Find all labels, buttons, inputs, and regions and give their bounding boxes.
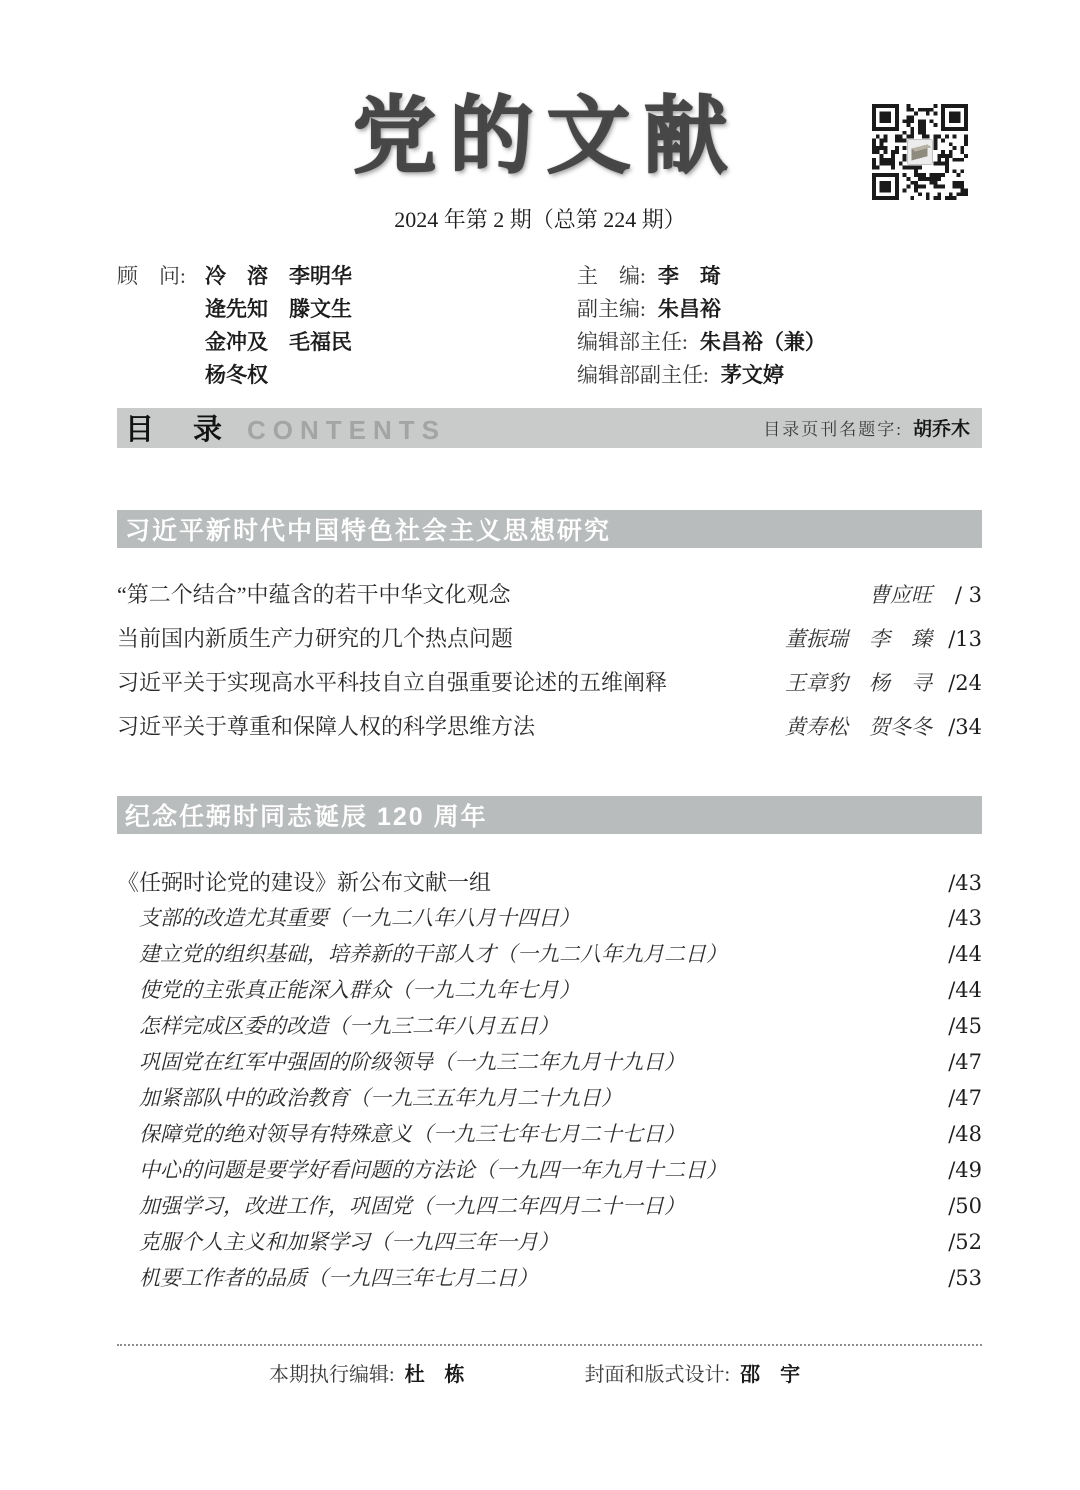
editor-name: 朱昌裕 xyxy=(657,297,721,321)
editor-name: 李 琦 xyxy=(657,264,721,288)
designer-name: 邵 宇 xyxy=(740,1363,801,1386)
article-page-number: /52 xyxy=(948,1229,982,1254)
executive-editor-credit xyxy=(269,1360,465,1390)
article-title: 习近平关于实现高水平科技自立自强重要论述的五维阐释 xyxy=(117,669,668,695)
toc-entry xyxy=(117,938,982,974)
article-title: 中心的问题是要学好看问题的方法论（一九四一年九月十二日） xyxy=(139,1157,727,1182)
contents-bar xyxy=(117,408,982,448)
designer-credit xyxy=(585,1360,801,1390)
editor-row xyxy=(577,359,982,392)
toc-entry xyxy=(117,1082,982,1118)
qr-code xyxy=(872,104,968,200)
article-page-number: /47 xyxy=(948,1085,982,1110)
advisor-names xyxy=(205,260,352,392)
article-title: 加强学习，改进工作，巩固党（一九四二年四月二十一日） xyxy=(139,1193,685,1218)
editor-label: 副主编: xyxy=(577,296,646,321)
article-title: 怎样完成区委的改造（一九三二年八月五日） xyxy=(139,1013,559,1038)
calligrapher-name: 胡乔木 xyxy=(912,419,970,441)
article-page-number: /53 xyxy=(948,1265,982,1290)
editor-label: 主 编: xyxy=(577,263,646,288)
toc-entry xyxy=(117,902,982,938)
toc-entry xyxy=(117,1118,982,1154)
toc-entry xyxy=(117,710,982,754)
calligrapher-credit xyxy=(763,414,970,441)
article-list-renbishi xyxy=(117,866,982,1298)
advisor-name-row: 冷 溶 李明华 xyxy=(205,264,352,288)
executive-editor-label: 本期执行编辑: xyxy=(269,1363,395,1386)
editor-label: 编辑部副主任: xyxy=(577,362,709,387)
editors-block xyxy=(577,260,982,392)
article-title: 当前国内新质生产力研究的几个热点问题 xyxy=(117,625,514,651)
toc-entry xyxy=(117,622,982,666)
article-page-number: / 3 xyxy=(954,582,982,607)
article-authors: 曹应旺 xyxy=(869,582,932,607)
contents-title-zh: 目 录 xyxy=(125,414,228,447)
article-page-number: /24 xyxy=(948,670,982,695)
editor-row xyxy=(577,260,982,293)
article-authors: 王章豹 杨 寻 xyxy=(785,670,932,695)
toc-entry xyxy=(117,1190,982,1226)
article-page-number: /43 xyxy=(948,870,982,895)
contents-title-en: CONTENTS xyxy=(247,415,447,446)
article-title: “第二个结合”中蕴含的若干中华文化观念 xyxy=(117,581,511,607)
article-title: 习近平关于尊重和保障人权的科学思维方法 xyxy=(117,713,536,739)
footer-credits xyxy=(117,1360,982,1390)
designer-label: 封面和版式设计: xyxy=(584,1363,731,1386)
advisors-label: 顾 问: xyxy=(117,263,186,288)
article-title: 加紧部队中的政治教育（一九三五年九月二十九日） xyxy=(139,1085,622,1110)
issue-line: 2024 年第 2 期（总第 224 期） xyxy=(394,206,686,232)
editor-label: 编辑部主任: xyxy=(577,329,688,354)
editor-name: 茅文婷 xyxy=(720,363,784,387)
advisors-block xyxy=(117,260,577,392)
executive-editor-name: 杜 栋 xyxy=(404,1363,465,1386)
article-title: 使党的主张真正能深入群众（一九二九年七月） xyxy=(139,977,580,1002)
article-page-number: /43 xyxy=(948,905,982,930)
article-list-xi-thought xyxy=(117,578,982,754)
article-page-number: /13 xyxy=(948,626,982,651)
advisor-name-row: 逄先知 滕文生 xyxy=(205,297,352,321)
article-authors: 黄寿松 贺冬冬 xyxy=(785,714,932,739)
footer-divider xyxy=(117,1344,982,1346)
section-header-xi-thought-research: 习近平新时代中国特色社会主义思想研究 xyxy=(117,510,982,548)
journal-title: 党的文献 xyxy=(352,86,741,185)
toc-entry xyxy=(117,866,982,902)
advisor-name-row: 杨冬权 xyxy=(205,363,268,387)
article-title: 《任弼时论党的建设》新公布文献一组 xyxy=(117,869,492,895)
article-title: 保障党的绝对领导有特殊意义（一九三七年七月二十七日） xyxy=(139,1121,685,1146)
article-page-number: /48 xyxy=(948,1121,982,1146)
article-title: 支部的改造尤其重要（一九二八年八月十四日） xyxy=(139,905,580,930)
editor-name: 朱昌裕（兼） xyxy=(699,330,826,354)
article-page-number: /44 xyxy=(948,977,982,1002)
toc-entry xyxy=(117,1154,982,1190)
article-title: 机要工作者的品质（一九四三年七月二日） xyxy=(139,1265,538,1290)
advisor-name-row: 金冲及 毛福民 xyxy=(205,330,352,354)
toc-entry xyxy=(117,1226,982,1262)
article-page-number: /49 xyxy=(948,1157,982,1182)
article-authors: 董振瑞 李 臻 xyxy=(785,626,932,651)
article-page-number: /44 xyxy=(948,941,982,966)
contents-title xyxy=(125,407,446,448)
editor-row xyxy=(577,326,982,359)
editor-row xyxy=(577,293,982,326)
toc-entry xyxy=(117,1046,982,1082)
section-header-renbishi-120th: 纪念任弼时同志诞辰 120 周年 xyxy=(117,796,982,834)
qr-code-icon xyxy=(872,104,968,200)
article-page-number: /50 xyxy=(948,1193,982,1218)
calligrapher-label: 目录页刊名题字: xyxy=(763,420,903,440)
toc-entry xyxy=(117,974,982,1010)
article-page-number: /47 xyxy=(948,1049,982,1074)
article-title: 巩固党在红军中强固的阶级领导（一九三二年九月十九日） xyxy=(139,1049,685,1074)
article-page-number: /45 xyxy=(948,1013,982,1038)
toc-entry xyxy=(117,666,982,710)
article-page-number: /34 xyxy=(948,714,982,739)
masthead xyxy=(117,260,982,392)
article-title: 建立党的组织基础，培养新的干部人才（一九二八年九月二日） xyxy=(139,941,727,966)
toc-entry xyxy=(117,1010,982,1046)
toc-entry xyxy=(117,1262,982,1298)
toc-entry xyxy=(117,578,982,622)
article-title: 克服个人主义和加紧学习（一九四三年一月） xyxy=(139,1229,559,1254)
